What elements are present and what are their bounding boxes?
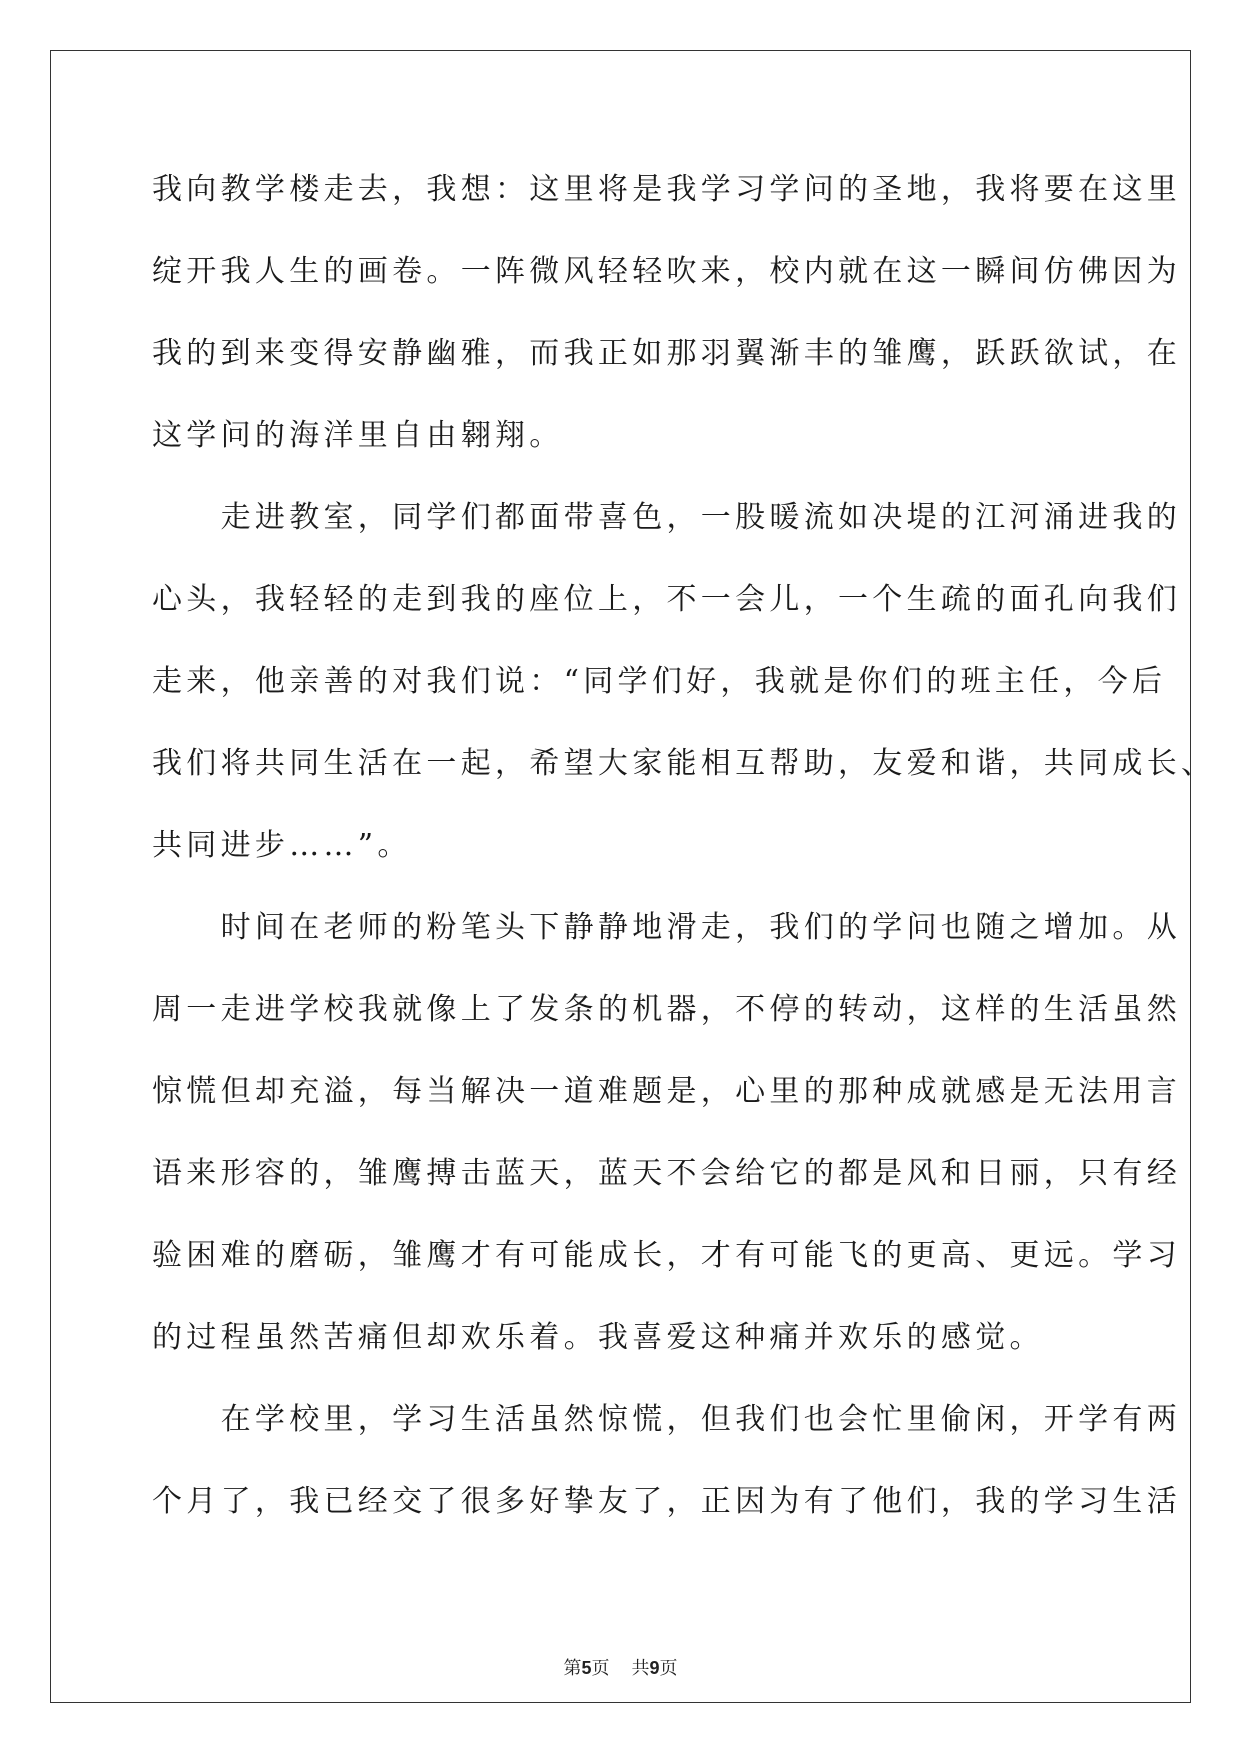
page-footer — [0, 1654, 1241, 1680]
page-number: 5 — [581, 1658, 592, 1678]
text-line: 在学校里，学习生活虽然惊慌，但我们也会忙里偷闲，开学有两 — [152, 1402, 1181, 1437]
text-line: 走来，他亲善的对我们说：“同学们好，我就是你们的班主任，今后 — [152, 664, 1167, 699]
page-prefix: 第 — [563, 1658, 582, 1679]
text-line: 周一走进学校我就像上了发条的机器，不停的转动，这样的生活虽然 — [152, 992, 1181, 1027]
text-line: 我向教学楼走去，我想：这里将是我学习学问的圣地，我将要在这里 — [152, 172, 1181, 207]
text-line: 走进教室，同学们都面带喜色，一股暖流如决堤的江河涌进我的 — [152, 500, 1181, 535]
text-line: 验困难的磨砺，雏鹰才有可能成长，才有可能飞的更高、更远。学习 — [152, 1238, 1181, 1273]
body-text — [152, 160, 1216, 1554]
total-pages: 9 — [649, 1658, 660, 1678]
page-suffix: 页 — [591, 1658, 610, 1679]
text-line: 共同进步……”。 — [152, 828, 412, 863]
total-prefix: 共 — [631, 1658, 650, 1679]
text-line: 语来形容的，雏鹰搏击蓝天，蓝天不会给它的都是风和日丽，只有经 — [152, 1156, 1181, 1191]
text-line: 个月了，我已经交了很多好挚友了，正因为有了他们，我的学习生活 — [152, 1484, 1181, 1519]
text-line: 的过程虽然苦痛但却欢乐着。我喜爱这种痛并欢乐的感觉。 — [152, 1320, 1044, 1355]
text-line: 绽开我人生的画卷。一阵微风轻轻吹来，校内就在这一瞬间仿佛因为 — [152, 254, 1181, 289]
text-line: 时间在老师的粉笔头下静静地滑走，我们的学问也随之增加。从 — [152, 910, 1181, 945]
total-suffix: 页 — [659, 1658, 678, 1679]
text-line: 惊慌但却充溢，每当解决一道难题是，心里的那种成就感是无法用言 — [152, 1074, 1181, 1109]
text-line: 我们将共同生活在一起，希望大家能相互帮助，友爱和谐，共同成长、 — [152, 746, 1216, 781]
text-line: 心头，我轻轻的走到我的座位上，不一会儿，一个生疏的面孔向我们 — [152, 582, 1181, 617]
text-line: 这学问的海洋里自由翱翔。 — [152, 418, 564, 453]
text-line: 我的到来变得安静幽雅，而我正如那羽翼渐丰的雏鹰，跃跃欲试，在 — [152, 336, 1181, 371]
